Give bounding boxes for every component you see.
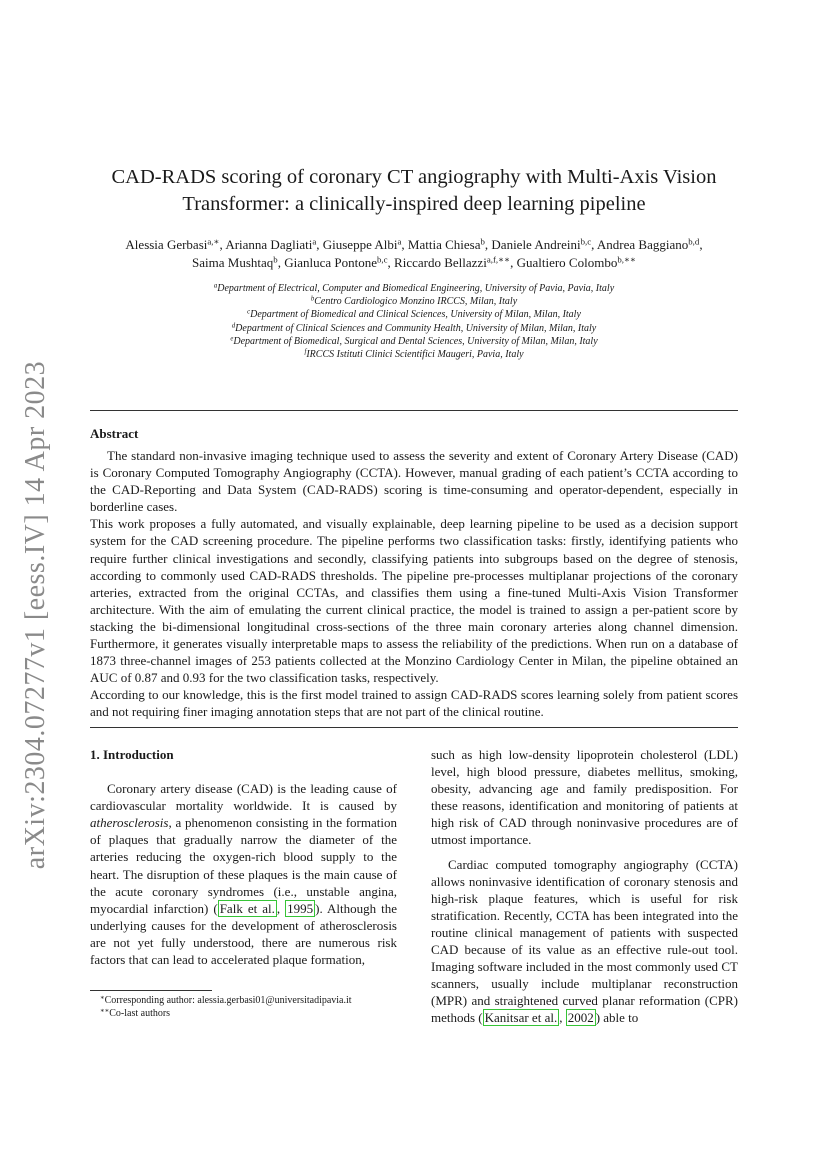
author-separator: , bbox=[510, 255, 517, 270]
affiliation-text: IRCCS Istituti Clinici Scientifici Maugeri, Pavia, Italy bbox=[306, 349, 524, 361]
arxiv-identifier-text: arXiv:2304.07277v1 [eess.IV] 14 Apr 2023 bbox=[20, 360, 51, 870]
right-column bbox=[431, 746, 738, 1034]
author-affiliation-mark: a,∗ bbox=[207, 236, 220, 247]
author-affiliation-mark: b,c bbox=[377, 254, 388, 265]
affiliation-text: Department of Electrical, Computer and Biomedical Engineering, University of Pavia, Pavia, Italy bbox=[217, 283, 615, 294]
affiliation-mark: a bbox=[213, 282, 218, 290]
intro-text: , a phenomenon consisting in the formation of plaques that gradually narrow the diameter of the arteries reducing the oxygen-rich blood supply to the heart. The disruption of these plaques is the main cause of the acute coronary syndromes (i.e., unstable angina, myocardial infarction) ( bbox=[90, 815, 397, 916]
author-separator: , bbox=[699, 237, 703, 252]
intro-text: Coronary artery disease (CAD) is the leading cause of cardiovascular mortality worldwide. It is caused by bbox=[90, 781, 397, 814]
affiliation-item bbox=[90, 308, 738, 321]
author-name: Gianluca Pontone bbox=[284, 255, 377, 270]
author-name: Saima Mushtaq bbox=[192, 255, 274, 270]
author-affiliation-mark: b,d bbox=[688, 236, 700, 247]
author-name: Alessia Gerbasi bbox=[125, 237, 208, 252]
author-separator: , bbox=[401, 237, 408, 252]
author-name: Mattia Chiesa bbox=[407, 237, 481, 252]
footnote-rule bbox=[90, 990, 212, 991]
affiliation-mark: d bbox=[231, 322, 236, 330]
author-separator: , bbox=[387, 255, 395, 270]
author-line-2 bbox=[90, 254, 738, 272]
intro-text: ). Although the underlying causes for the development of atherosclerosis are not yet fully understood, there are numerous risk factors that can lead to accelerated plaque formation, bbox=[90, 900, 398, 968]
footnotes bbox=[90, 994, 352, 1020]
affiliation-item bbox=[90, 348, 738, 361]
abstract-body bbox=[90, 447, 738, 721]
arxiv-identifier-stamp bbox=[12, 360, 60, 870]
abstract-paragraph-2: This work proposes a fully automated, and visually explainable, deep learning pipeline to be used as a decision support system for the CAD screening procedure. The pipeline performs two classification tasks: firstly, identifying patients who require further clinical investigations and secondly, classifying patients into subgroups based on the degree of stenosis, according to commonly used CAD-RADS thresholds. The pipeline pre-processes multiplanar projections of the coronary arteries, extracted from the original CCTAs, and classifies them using a fine-tuned Multi-Axis Vision Transformer architecture. With the aim of emulating the current clinical practice, the model is trained to assign a per-patient score by stacking the bi-dimensional longitudinal cross-sections of the three main coronary arteries along channel dimension. Furthermore, it generates visually interpretable maps to assess the reliability of the predictions. When run on a database of 1873 three-channel images of 253 patients collected at the Monzino Cardiology Center in Milan, the pipeline obtained an AUC of 0.87 and 0.93 for the two classification tasks, respectively. bbox=[90, 516, 738, 686]
author-name: Andrea Baggiano bbox=[596, 237, 689, 252]
author-separator: , bbox=[277, 255, 285, 270]
citation-separator: , bbox=[276, 900, 286, 916]
author-name: Arianna Dagliati bbox=[225, 237, 313, 252]
affiliation-text: Department of Biomedical, Surgical and Dental Sciences, University of Milan, Milan, Italy bbox=[233, 335, 598, 347]
author-line-1 bbox=[90, 236, 738, 254]
abstract-bottom-rule bbox=[90, 727, 738, 728]
intro-paragraph-1 bbox=[90, 780, 397, 968]
footnote-corresponding-author bbox=[90, 994, 352, 1007]
affiliation-mark: c bbox=[247, 309, 251, 317]
author-affiliation-mark: b bbox=[273, 254, 278, 265]
author-name: Gualtiero Colombo bbox=[516, 255, 618, 270]
footnote-mark: ∗∗ bbox=[100, 1007, 110, 1015]
citation-link-kanitsar[interactable]: Kanitsar et al. bbox=[484, 1010, 558, 1026]
affiliation-text: Centro Cardiologico Monzino IRCCS, Milan, Italy bbox=[314, 296, 518, 308]
paper-title bbox=[90, 164, 738, 218]
footnote-mark: ∗ bbox=[100, 994, 105, 1002]
footnote-text: Corresponding author: alessia.gerbasi01@universitadipavia.it bbox=[104, 995, 352, 1006]
footnote-co-last-authors bbox=[90, 1007, 352, 1020]
citation-link-1995[interactable]: 1995 bbox=[287, 900, 314, 916]
author-affiliation-mark: b,∗∗ bbox=[617, 254, 636, 265]
author-name: Giuseppe Albi bbox=[322, 237, 398, 252]
intro-paragraph-2 bbox=[431, 856, 738, 1027]
affiliation-mark: b bbox=[310, 295, 315, 303]
title-line-1: CAD-RADS scoring of coronary CT angiography with Multi-Axis Vision bbox=[111, 166, 717, 188]
affiliation-item bbox=[90, 322, 738, 335]
author-name: Riccardo Bellazzi bbox=[394, 255, 487, 270]
author-separator: , bbox=[591, 237, 597, 252]
author-affiliation-mark: b,c bbox=[580, 236, 592, 247]
citation-separator: , bbox=[559, 1010, 566, 1026]
author-separator: , bbox=[484, 237, 492, 252]
intro-text: Cardiac computed tomography angiography (CCTA) allows noninvasive identification of coronary stenosis and high-risk plaque features, which is useful for risk stratification. Recently, CCTA has been integrated into the routine clinical management of patients with suspected CAD because of its value as an effective rule-out tool. Imaging software included in the most commonly used CT scanners, usually include multiplanar reconstruction (MPR) and straightened curved planar reformation (CPR) methods ( bbox=[431, 856, 738, 1026]
abstract-top-rule bbox=[90, 410, 738, 411]
affiliation-item bbox=[90, 282, 738, 295]
section-heading-introduction: 1. Introduction bbox=[90, 747, 174, 762]
footnote-text: Co-last authors bbox=[109, 1008, 171, 1019]
citation-link-2002[interactable]: 2002 bbox=[567, 1010, 594, 1026]
left-column bbox=[90, 746, 397, 975]
affiliation-text: Department of Clinical Sciences and Community Health, University of Milan, Milan, Italy bbox=[235, 322, 597, 334]
affiliation-item bbox=[90, 295, 738, 308]
affiliation-text: Department of Biomedical and Clinical Sciences, University of Milan, Milan, Italy bbox=[250, 309, 581, 321]
author-list bbox=[90, 236, 738, 272]
abstract-paragraph-1: The standard non-invasive imaging technique used to assess the severity and extent of Coronary Artery Disease (CAD) is Coronary Computed Tomography Angiography (CCTA). However, manual grading of each patient’s CCTA according to the CAD-Reporting and Data System (CAD-RADS) scoring is time-consuming and operator-dependent, especially in borderline cases. bbox=[90, 448, 738, 515]
abstract-paragraph-3: According to our knowledge, this is the first model trained to assign CAD-RADS scores learning solely from patient scores and not requiring finer imaging annotation steps that are not part of the clinical routine. bbox=[90, 687, 738, 720]
affiliation-list bbox=[90, 282, 738, 361]
affiliation-mark: e bbox=[230, 335, 234, 343]
author-affiliation-mark: b bbox=[480, 236, 485, 247]
intro-paragraph-1-continued: such as high low-density lipoprotein cholesterol (LDL) level, high blood pressure, diabetes mellitus, smoking, obesity, advancing age and family predisposition. For these reasons, identification and monitoring of patients at high risk of CAD through noninvasive procedures are of utmost importance. bbox=[431, 747, 738, 848]
author-name: Daniele Andreini bbox=[491, 237, 581, 252]
author-affiliation-mark: a bbox=[312, 236, 317, 247]
author-separator: , bbox=[219, 237, 226, 252]
intro-emphasis: atherosclerosis bbox=[90, 815, 169, 831]
affiliation-mark: f bbox=[304, 348, 307, 356]
author-separator: , bbox=[316, 237, 323, 252]
title-line-2: Transformer: a clinically-inspired deep learning pipeline bbox=[182, 193, 646, 215]
intro-text: ) able to bbox=[595, 1010, 639, 1026]
affiliation-item bbox=[90, 335, 738, 348]
author-affiliation-mark: a bbox=[397, 236, 402, 247]
abstract-heading: Abstract bbox=[90, 426, 139, 441]
author-affiliation-mark: a,f,∗∗ bbox=[486, 254, 511, 265]
citation-link-falk[interactable]: Falk et al. bbox=[219, 900, 275, 916]
